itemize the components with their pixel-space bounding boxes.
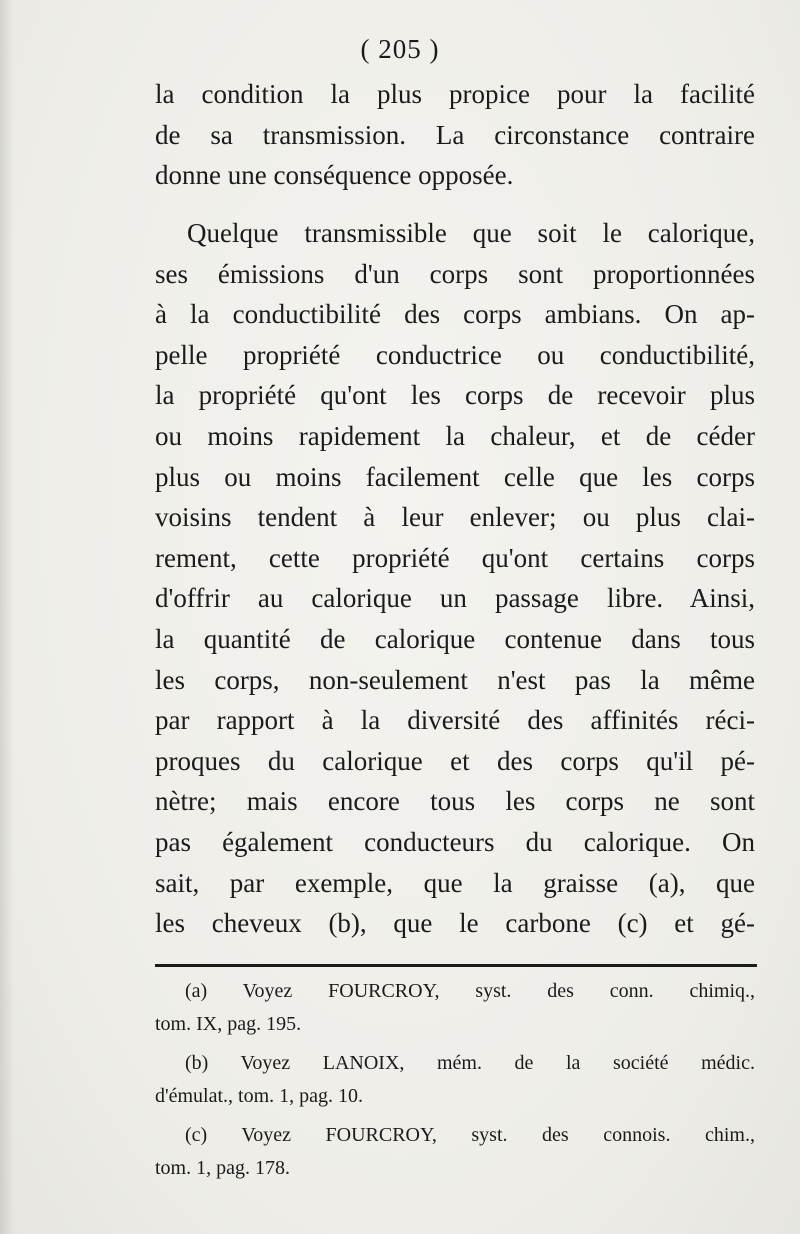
- text-line: plus ou moins facilement celle que les corps: [155, 461, 755, 492]
- page-edge-shadow: [0, 0, 14, 1234]
- footnote-c: [155, 1119, 755, 1185]
- footnote-line: tom. 1, pag. 178.: [155, 1157, 290, 1179]
- text-line: nètre; mais encore tous les corps ne sont: [155, 786, 755, 817]
- text-line: à la conductibilité des corps ambians. On ap-: [155, 299, 755, 330]
- text-line: par rapport à la diversité des affinités réci-: [155, 705, 755, 736]
- text-line: la quantité de calorique contenue dans tous: [155, 623, 755, 654]
- footnote-line: (a) Voyez FOURCROY, syst. des conn. chimiq.,: [185, 980, 755, 1002]
- text-line: de sa transmission. La circonstance contraire: [155, 119, 755, 150]
- text-line: donne une conséquence opposée.: [155, 160, 514, 191]
- paragraph-2: [155, 213, 755, 944]
- text-line: les cheveux (b), que le carbone (c) et gé-: [155, 908, 755, 939]
- footnote-line: tom. IX, pag. 195.: [155, 1013, 302, 1035]
- text-line: les corps, non-seulement n'est pas la même: [155, 664, 755, 695]
- text-line: proques du calorique et des corps qu'il pé-: [155, 745, 755, 776]
- footnotes: [155, 975, 755, 1185]
- text-line: d'offrir au calorique un passage libre. Ainsi,: [155, 583, 755, 614]
- paragraph-1: [155, 74, 755, 196]
- footnote-b: [155, 1047, 755, 1113]
- text-line: sait, par exemple, que la graisse (a), que: [155, 867, 755, 898]
- page-number: ( 205 ): [360, 34, 440, 64]
- footnote-a: [155, 975, 755, 1041]
- text-line: ou moins rapidement la chaleur, et de céder: [155, 420, 755, 451]
- text-line: Quelque transmissible que soit le calorique,: [187, 218, 755, 248]
- footnote-line: (b) Voyez LANOIX, mém. de la société médic.: [185, 1052, 755, 1074]
- text-line: voisins tendent à leur enlever; ou plus clai-: [155, 502, 755, 533]
- text-line: pelle propriété conductrice ou conductibilité,: [155, 339, 755, 370]
- footnote-separator: [155, 964, 757, 967]
- footnote-line: (c) Voyez FOURCROY, syst. des connois. chim.,: [185, 1124, 755, 1146]
- text-line: rement, cette propriété qu'ont certains corps: [155, 542, 755, 573]
- text-line: pas également conducteurs du calorique. On: [155, 826, 755, 857]
- text-line: la propriété qu'ont les corps de recevoir plus: [155, 380, 755, 411]
- text-line: ses émissions d'un corps sont proportionnées: [155, 258, 755, 289]
- footnote-line: d'émulat., tom. 1, pag. 10.: [155, 1085, 364, 1107]
- text-line: la condition la plus propice pour la facilité: [155, 79, 755, 109]
